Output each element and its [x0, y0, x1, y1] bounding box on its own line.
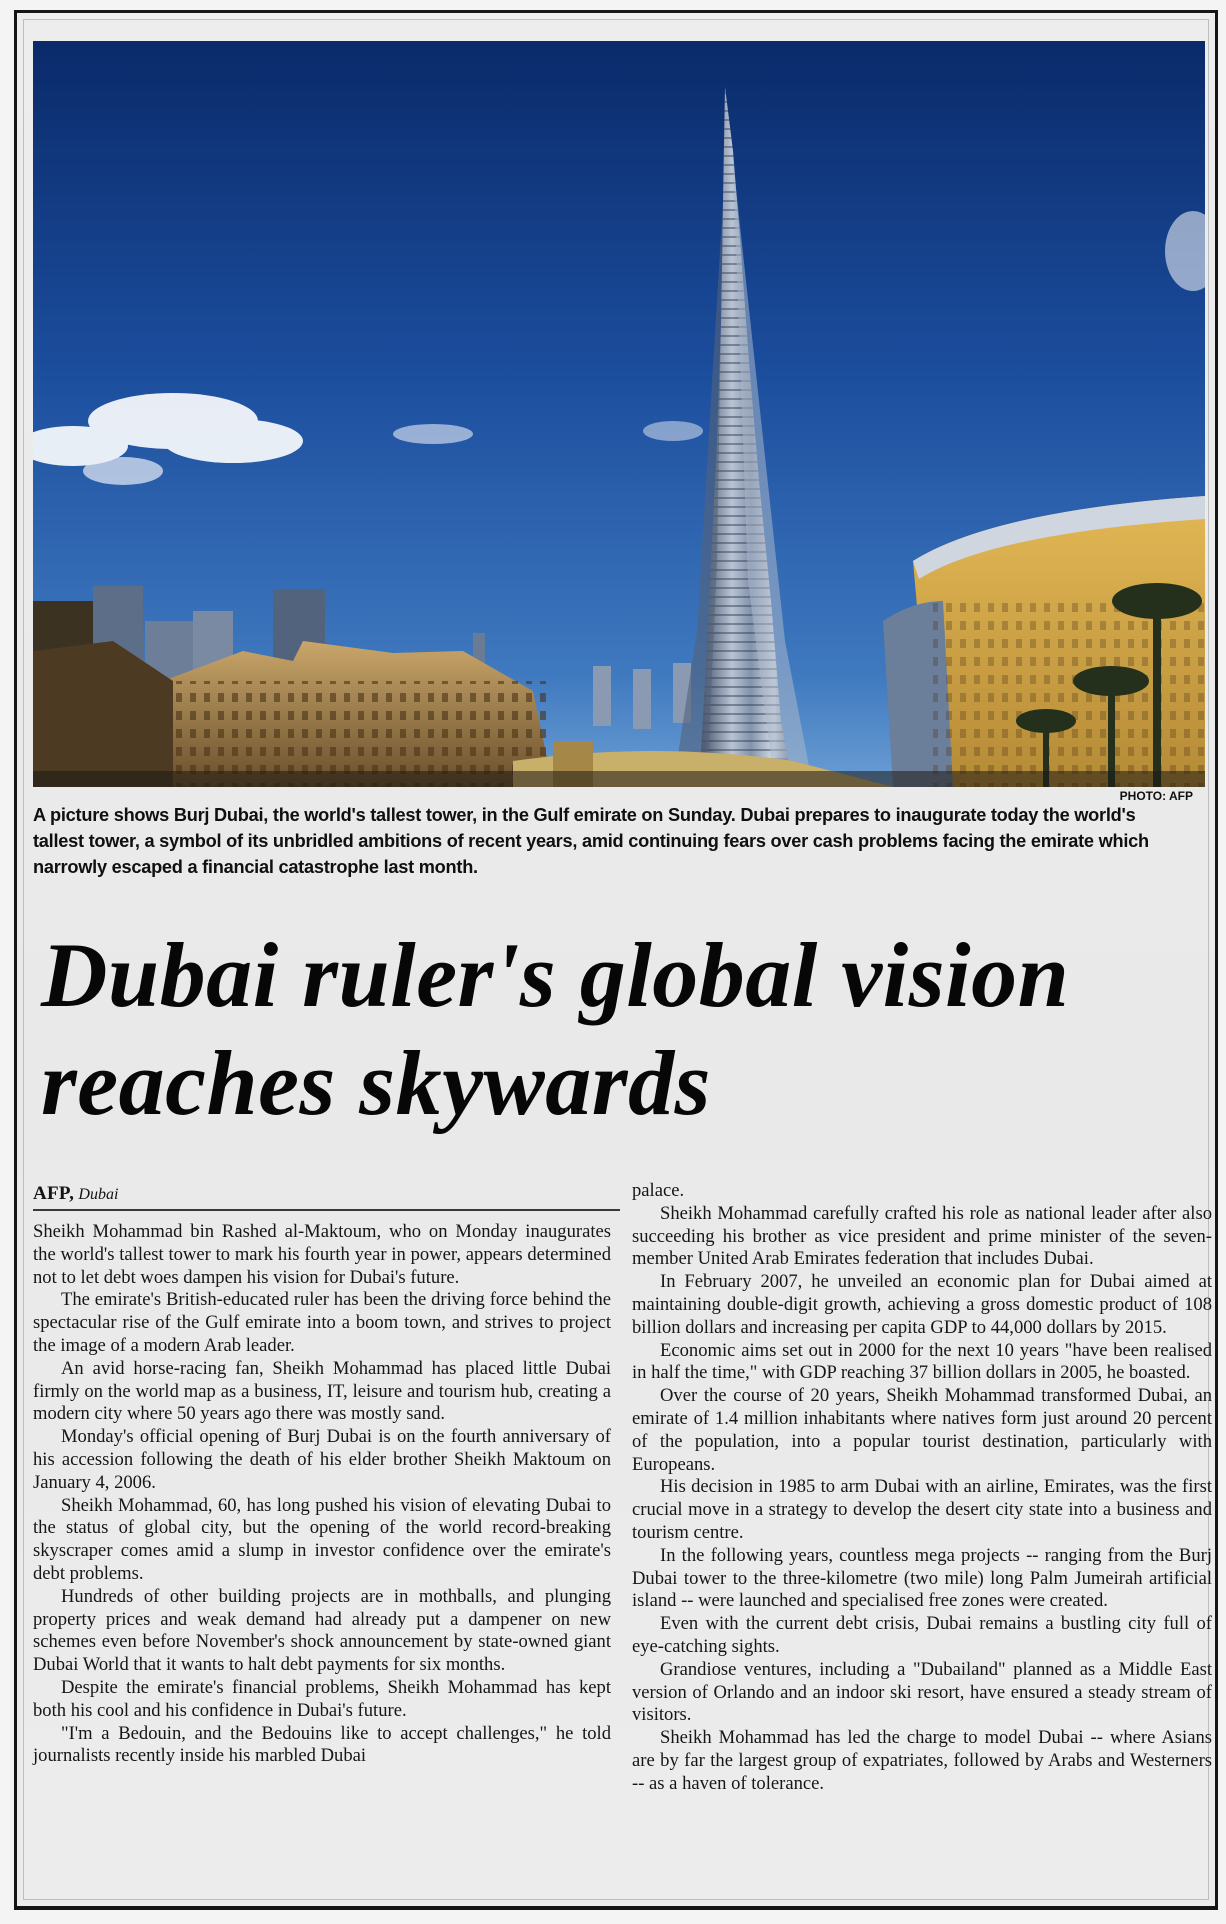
article-paragraph: Hundreds of other building projects are in mothballs, and plunging property prices and weak demand had already put a dampener on new schemes even before November's shock announcement by state-owned giant Dubai World that it wants to halt debt payments for six months. — [33, 1585, 611, 1676]
article-paragraph: Sheikh Mohammad bin Rashed al-Maktoum, who on Monday inaugurates the world's tallest tower to mark his fourth year in power, appears determined not to let debt woes dampen his vision for Dubai's future. — [33, 1221, 611, 1288]
article-paragraph: Grandiose ventures, including a "Dubailand" planned as a Middle East version of Orlando and an indoor ski resort, have ensured a steady stream of visitors. — [632, 1658, 1212, 1726]
article-paragraph: His decision in 1985 to arm Dubai with an airline, Emirates, was the first crucial move in a strategy to develop the desert city state into a business and tourism centre. — [632, 1476, 1212, 1543]
caption-line: narrowly escaped a financial catastrophe last month. — [33, 857, 478, 877]
article-paragraph: palace. — [632, 1180, 685, 1201]
article-paragraph: Monday's official opening of Burj Dubai is on the fourth anniversary of his accession following the death of his elder brother Sheikh Maktoum on January 4, 2006. — [33, 1426, 611, 1493]
headline-line: reaches skywards — [41, 1032, 711, 1134]
article-paragraph: Despite the emirate's financial problems, Sheikh Mohammad has kept both his cool and his confidence in Dubai's future. — [33, 1676, 611, 1721]
article-paragraph: Even with the current debt crisis, Dubai remains a bustling city full of eye-catching sights. — [632, 1613, 1212, 1657]
newspaper-clipping — [14, 10, 1218, 1910]
burj-dubai-photo — [33, 41, 1205, 787]
caption-line: A picture shows Burj Dubai, the world's tallest tower, in the Gulf emirate on Sunday. Dubai prepares to inaugurate today the world's — [33, 805, 1136, 825]
byline-location: Dubai — [78, 1186, 119, 1203]
article-paragraph: In February 2007, he unveiled an economic plan for Dubai aimed at maintaining double-digit growth, achieving a gross domestic product of 108 billion dollars and increasing per capita GDP to 44,000 dollars by 2015. — [632, 1271, 1212, 1338]
byline-agency: AFP, — [33, 1183, 75, 1204]
headline — [41, 921, 1217, 1137]
article-paragraph: "I'm a Bedouin, and the Bedouins like to accept challenges," he told journalists recently inside his marbled Dubai — [33, 1722, 611, 1767]
caption-line: tallest tower, a symbol of its unbridled ambitions of recent years, amid continuing fears over cash problems facing the emirate which — [33, 831, 1149, 851]
photo-illustration — [33, 41, 1205, 787]
article-paragraph: Sheikh Mohammad carefully crafted his role as national leader after also succeeding his brother as vice president and prime minister of the seven-member United Arab Emirates federation that includes Dubai. — [632, 1202, 1212, 1270]
photo-credit: PHOTO: AFP — [1119, 789, 1193, 803]
headline-line: Dubai ruler's global vision — [41, 924, 1070, 1026]
article-column-right — [632, 1180, 1212, 1796]
article-column-left — [33, 1221, 611, 1768]
byline — [33, 1183, 620, 1211]
article-paragraph: In the following years, countless mega projects -- ranging from the Burj Dubai tower to the three-kilometre (two mile) long Palm Jumeirah artificial island -- were launched and specialised free zones were created. — [632, 1544, 1212, 1612]
article-paragraph: Sheikh Mohammad, 60, has long pushed his vision of elevating Dubai to the status of global city, but the opening of the world record-breaking skyscraper comes amid a slump in investor confidence over the emirate's debt problems. — [33, 1494, 611, 1584]
article-paragraph: Economic aims set out in 2000 for the next 10 years "have been realised in half the time," with GDP reaching 37 billion dollars in 2005, he boasted. — [632, 1339, 1212, 1384]
article-paragraph: An avid horse-racing fan, Sheikh Mohammad has placed little Dubai firmly on the world map as a business, IT, leisure and tourism hub, creating a modern city where 50 years ago there was mostly sand. — [33, 1357, 611, 1425]
article-paragraph: Sheikh Mohammad has led the charge to model Dubai -- where Asians are by far the largest group of expatriates, followed by Arabs and Westerners -- as a haven of tolerance. — [632, 1727, 1212, 1794]
photo-caption — [33, 802, 1209, 880]
article-paragraph: Over the course of 20 years, Sheikh Mohammad transformed Dubai, an emirate of 1.4 million inhabitants where natives form just around 20 percent of the population, into a popular tourist destination, particularly with Europeans. — [632, 1385, 1212, 1475]
article-paragraph: The emirate's British-educated ruler has been the driving force behind the spectacular rise of the Gulf emirate into a boom town, and strives to project the image of a modern Arab leader. — [33, 1289, 611, 1356]
